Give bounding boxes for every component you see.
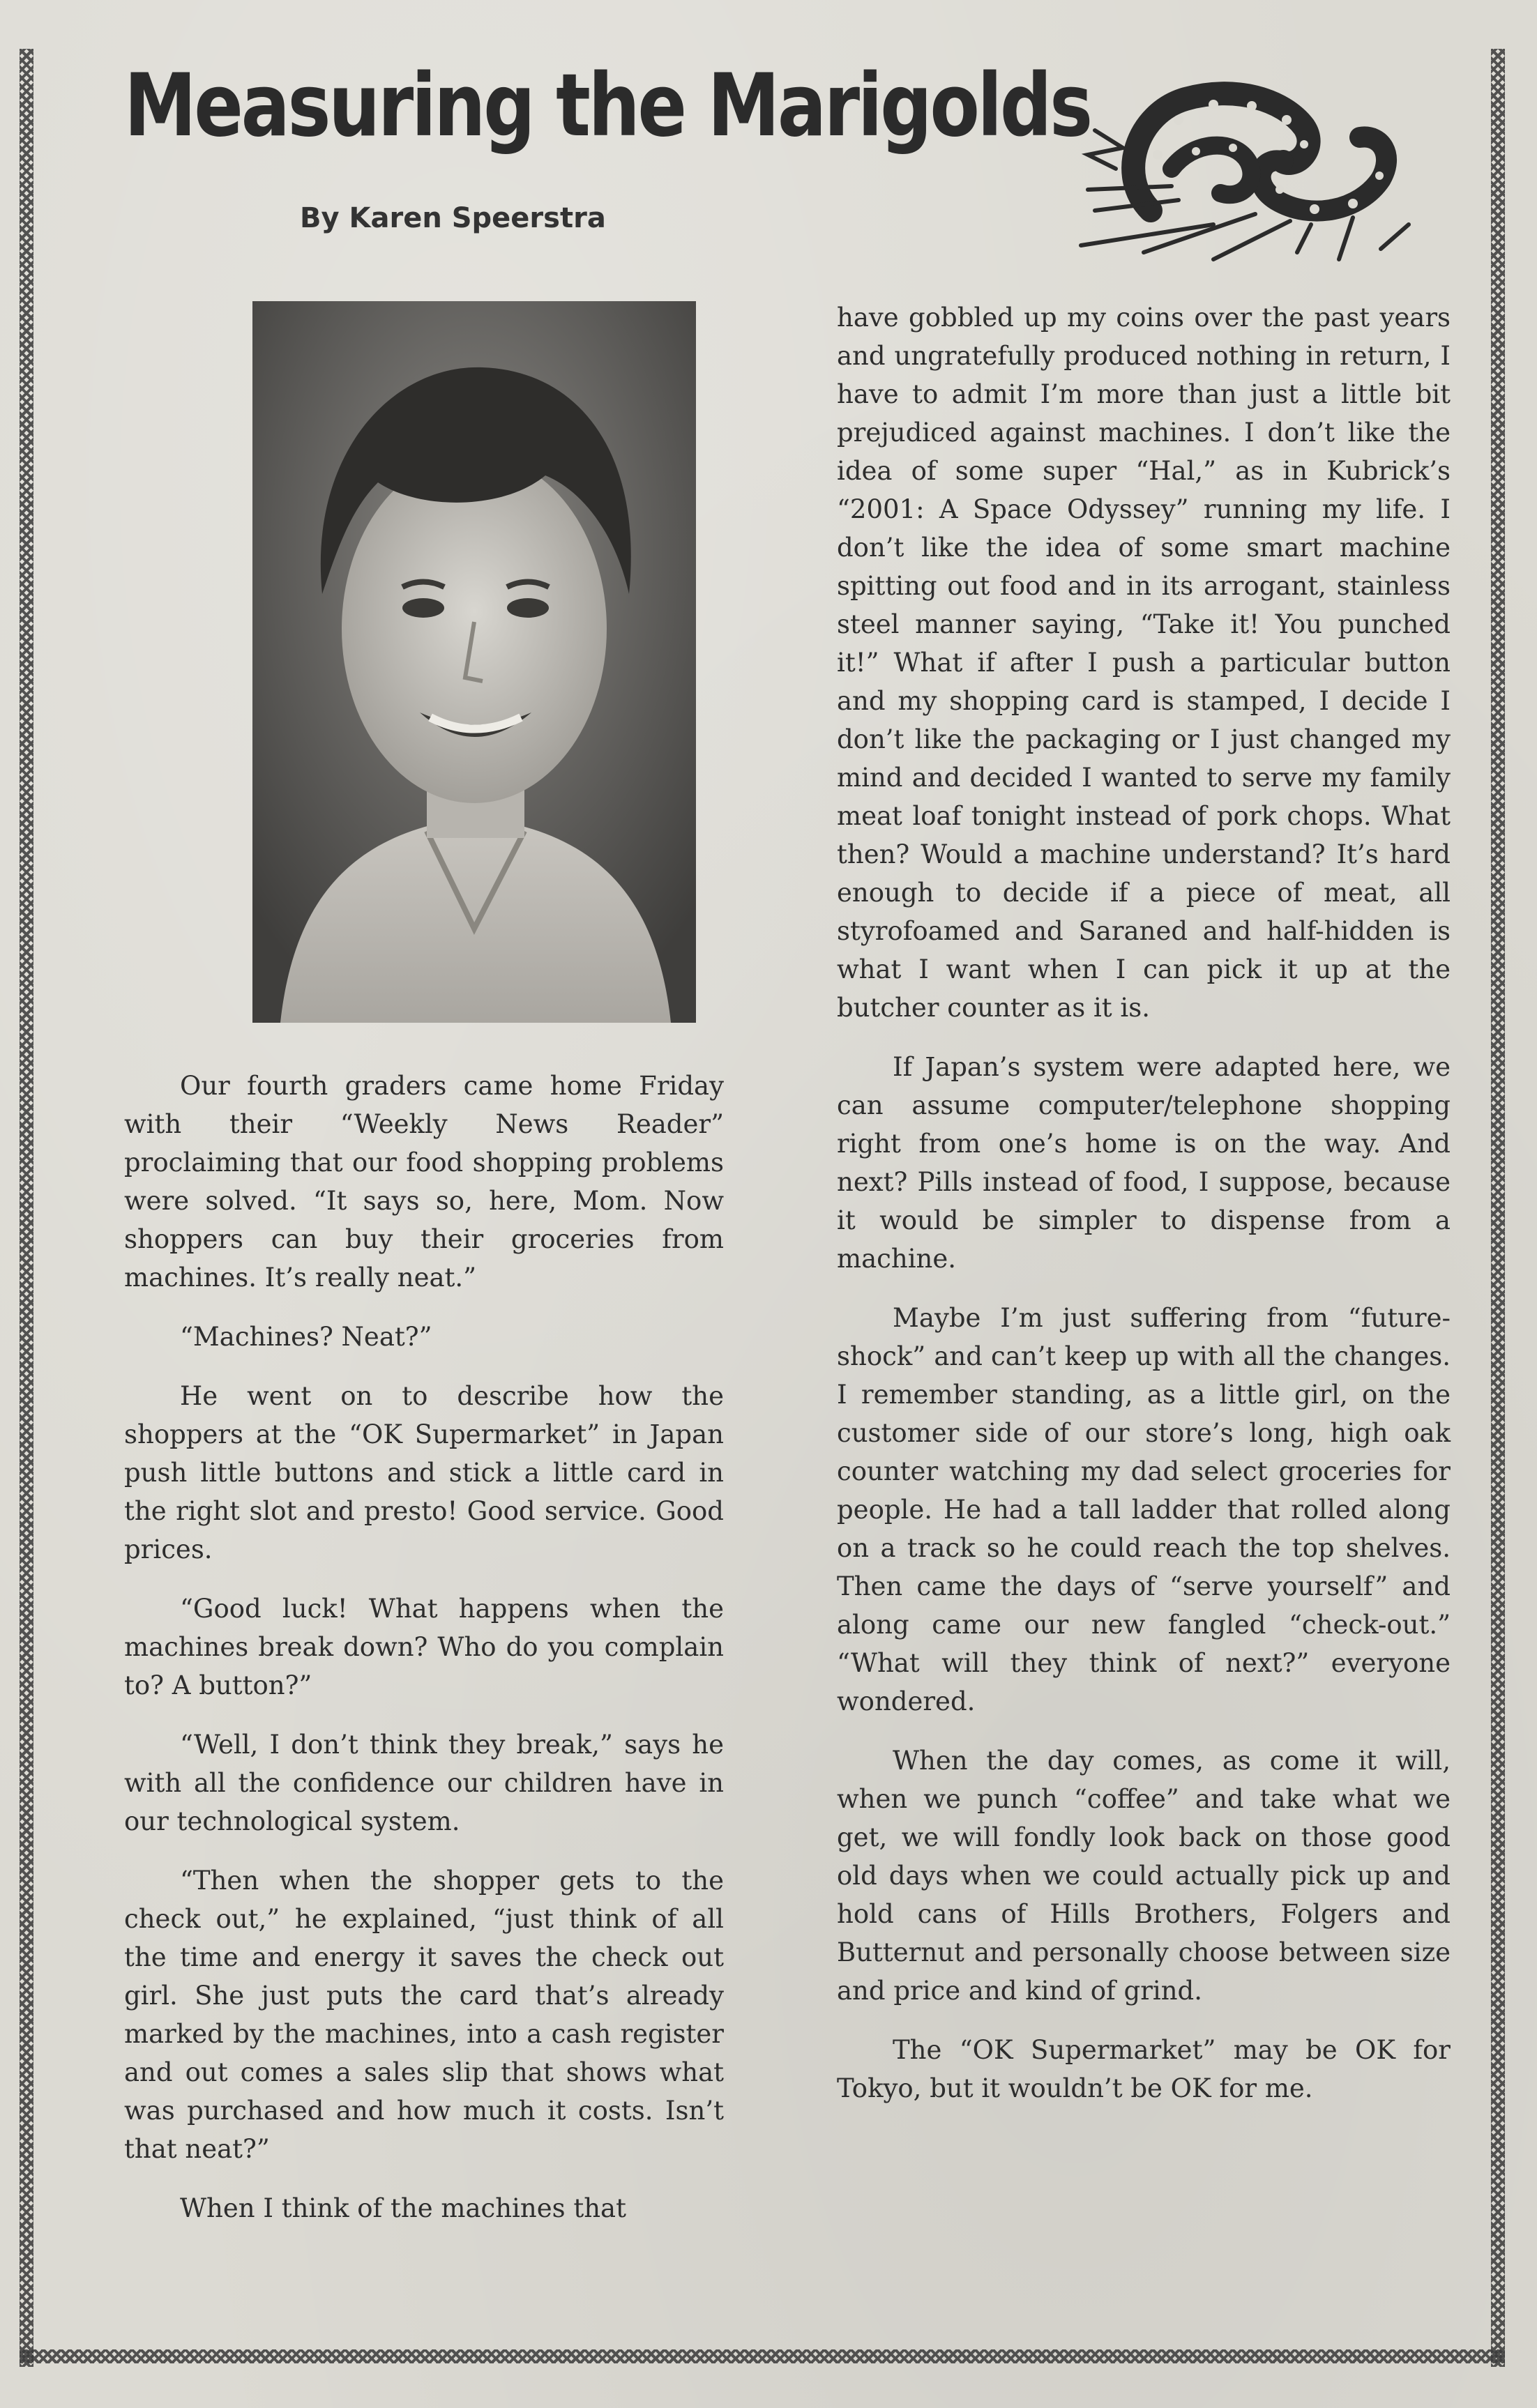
paragraph: “Then when the shopper gets to the check out,” he explained, “just think of all the time and energy it saves the check out girl. She just puts the card that’s already marked by the machines, into a cash register and out comes a sales slip that shows what was purchased and how much it costs. Isn’t that neat?” (124, 1866, 724, 2164)
left-decorative-border (20, 49, 33, 2367)
paragraph: When the day comes, as come it will, when we punch “coffee” and take what we get, we will fondly look back on those good old days when we could actually pick up and hold cans of Hills Brothers, Folgers and Butternut and personally choose between size and price and kind of grind. (837, 1746, 1451, 2006)
paragraph: When I think of the machines that (180, 2193, 626, 2223)
paragraph: Our fourth graders came home Friday with their “Weekly News Reader” proclaiming that our food shopping problems were solved. “It says so, here, Mom. Now shoppers can buy their groceries from machines. It’s really neat.” (124, 1071, 724, 1293)
right-text-column (837, 298, 1451, 2128)
paragraph: The “OK Supermarket” may be OK for Tokyo, but it wouldn’t be OK for me. (837, 2035, 1451, 2103)
author-portrait-image (252, 301, 696, 1023)
paragraph: “Good luck! What happens when the machines break down? Who do you complain to? A button?” (124, 1594, 724, 1700)
paragraph: “Well, I don’t think they break,” says he with all the confidence our children have in our technological system. (124, 1730, 724, 1836)
author-photo (252, 301, 696, 1023)
paragraph: Maybe I’m just suffering from “future-shock” and can’t keep up with all the changes. I remember standing, as a little girl, on the customer side of our store’s long, high oak counter watching my dad select groceries for people. He had a tall ladder that rolled along on a track so he could reach the top shelves. Then came the days of “serve yourself” and along came our new fangled “check-out.” “What will they think of next?” everyone wondered. (837, 1303, 1451, 1716)
marigold-logo-icon (1074, 50, 1423, 273)
article-title: Measuring the Marigolds (124, 56, 1091, 156)
article-byline: By Karen Speerstra (300, 202, 606, 234)
left-text-column (124, 1067, 724, 2248)
paragraph: “Machines? Neat?” (180, 1322, 432, 1352)
paragraph: He went on to describe how the shoppers at the “OK Supermarket” in Japan push little buttons and stick a little card in the right slot and presto! Good service. Good prices. (124, 1381, 724, 1564)
paragraph: have gobbled up my coins over the past years and ungratefully produced nothing in return, I have to admit I’m more than just a little bit prejudiced against machines. I don’t like the idea of some super “Hal,” as in Kubrick’s “2001: A Space Odyssey” running my life. I don’t like the idea of some smart machine spitting out food and in its arrogant, stainless steel manner saying, “Take it! You punched it!” What if after I push a particular button and my shopping card is stamped, I decide I don’t like the packaging or I just changed my mind and decided I wanted to serve my family meat loaf tonight instead of pork chops. What then? Would a machine understand? It’s hard enough to decide if a piece of meat, all styrofoamed and Saraned and half-hidden is what I want when I can pick it up at the butcher counter as it is. (837, 303, 1451, 1023)
bottom-decorative-border (20, 2349, 1505, 2363)
right-decorative-border (1491, 49, 1505, 2367)
paragraph: If Japan’s system were adapted here, we can assume computer/telephone shopping right from one’s home is on the way. And next? Pills instead of food, I suppose, because it would be simpler to dispense from a machine. (837, 1052, 1451, 1274)
